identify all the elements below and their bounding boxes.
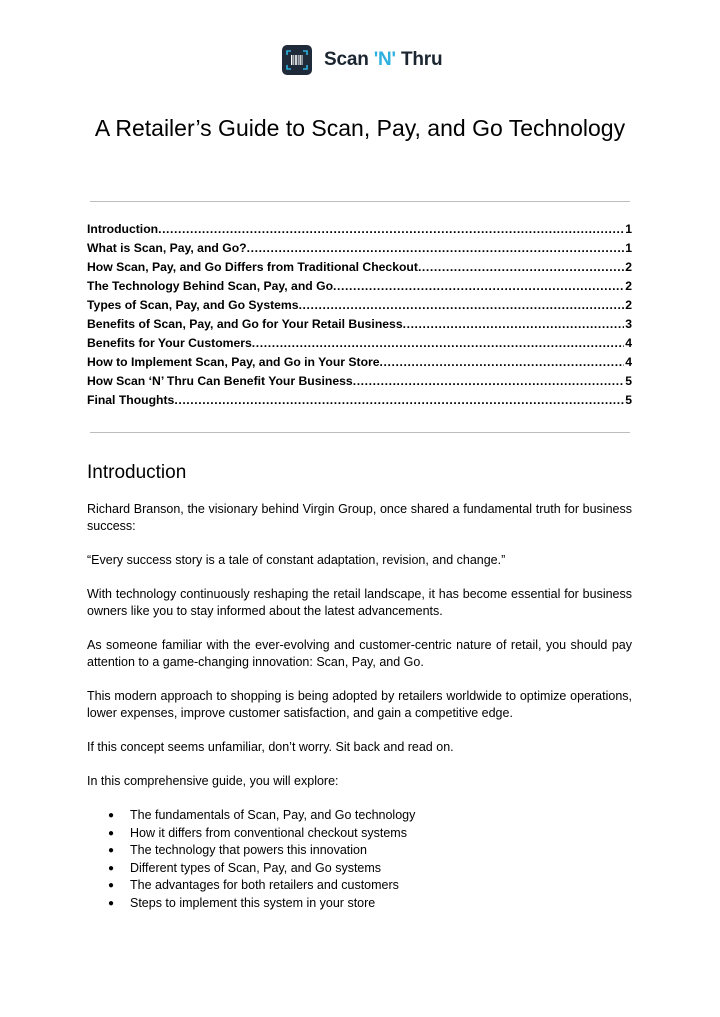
barcode-scan-icon: [282, 45, 312, 75]
list-item: ● The technology that powers this innovation: [87, 842, 632, 860]
toc-entry[interactable]: [87, 317, 632, 336]
toc-entry[interactable]: [87, 393, 632, 412]
toc-leader-dots: [252, 336, 624, 350]
toc-entry-label: Final Thoughts: [87, 393, 175, 407]
toc-entry[interactable]: [87, 355, 632, 374]
paragraph: If this concept seems unfamiliar, don’t worry. Sit back and read on.: [87, 740, 454, 754]
toc-entry[interactable]: [87, 279, 632, 298]
list-item: ● The advantages for both retailers and customers: [87, 877, 632, 895]
divider-bottom: [90, 432, 630, 433]
toc-entry-label: How Scan ‘N’ Thru Can Benefit Your Business: [87, 374, 353, 388]
table-of-contents: [87, 222, 632, 412]
toc-leader-dots: [403, 317, 625, 331]
toc-entry-label: How Scan, Pay, and Go Differs from Traditional Checkout: [87, 260, 418, 274]
quote-paragraph: “Every success story is a tale of constant adaptation, revision, and change.”: [87, 553, 506, 567]
toc-page-number: 3: [625, 317, 632, 331]
section-heading-introduction: Introduction: [87, 462, 187, 483]
toc-page-number: 2: [625, 279, 632, 293]
toc-leader-dots: [299, 298, 625, 312]
toc-entry-label: Types of Scan, Pay, and Go Systems: [87, 298, 299, 312]
paragraph: With technology continuously reshaping the retail landscape, it has become essential for business owners like you to stay informed about the latest advancements.: [87, 587, 632, 618]
toc-page-number: 1: [625, 241, 632, 255]
brand-logo: [282, 44, 442, 76]
toc-entry-label: How to Implement Scan, Pay, and Go in Your Store: [87, 355, 380, 369]
paragraph: In this comprehensive guide, you will explore:: [87, 774, 339, 788]
toc-page-number: 4: [625, 336, 632, 350]
toc-page-number: 1: [625, 222, 632, 236]
toc-page-number: 4: [625, 355, 632, 369]
toc-entry[interactable]: [87, 222, 632, 241]
paragraph: This modern approach to shopping is being adopted by retailers worldwide to optimize operations, lower expenses, improve customer satisfaction, and gain a competitive edge.: [87, 689, 632, 720]
toc-leader-dots: [174, 393, 624, 407]
toc-page-number: 2: [625, 260, 632, 274]
toc-entry-label: What is Scan, Pay, and Go?: [87, 241, 247, 255]
toc-entry[interactable]: [87, 336, 632, 355]
list-item: ● Steps to implement this system in your store: [87, 895, 632, 913]
toc-leader-dots: [158, 222, 624, 236]
document-title: A Retailer’s Guide to Scan, Pay, and Go Technology: [94, 115, 626, 141]
toc-leader-dots: [380, 355, 625, 369]
list-item: ● Different types of Scan, Pay, and Go systems: [87, 860, 632, 878]
toc-entry-label: Introduction: [87, 222, 159, 236]
toc-leader-dots: [247, 241, 625, 255]
toc-leader-dots: [418, 260, 624, 274]
toc-entry-label: Benefits of Scan, Pay, and Go for Your Retail Business: [87, 317, 403, 331]
toc-leader-dots: [333, 279, 624, 293]
introduction-body: [87, 501, 632, 912]
paragraph: Richard Branson, the visionary behind Virgin Group, once shared a fundamental truth for business success:: [87, 502, 632, 533]
toc-entry[interactable]: [87, 298, 632, 317]
list-item: ● How it differs from conventional checkout systems: [87, 825, 632, 843]
divider-top: [90, 201, 630, 202]
toc-entry-label: The Technology Behind Scan, Pay, and Go: [87, 279, 334, 293]
toc-entry-label: Benefits for Your Customers: [87, 336, 252, 350]
toc-entry[interactable]: [87, 374, 632, 393]
toc-page-number: 5: [625, 393, 632, 407]
toc-page-number: 2: [625, 298, 632, 312]
brand-wordmark: Scan 'N' Thru: [324, 49, 443, 70]
toc-leader-dots: [353, 374, 625, 388]
paragraph: As someone familiar with the ever-evolving and customer-centric nature of retail, you should pay attention to a game-changing innovation: Scan, Pay, and Go.: [87, 638, 632, 669]
toc-entry[interactable]: [87, 260, 632, 279]
list-item: ● The fundamentals of Scan, Pay, and Go technology: [87, 807, 632, 825]
toc-entry[interactable]: [87, 241, 632, 260]
bullet-list: [87, 807, 632, 912]
toc-page-number: 5: [625, 374, 632, 388]
